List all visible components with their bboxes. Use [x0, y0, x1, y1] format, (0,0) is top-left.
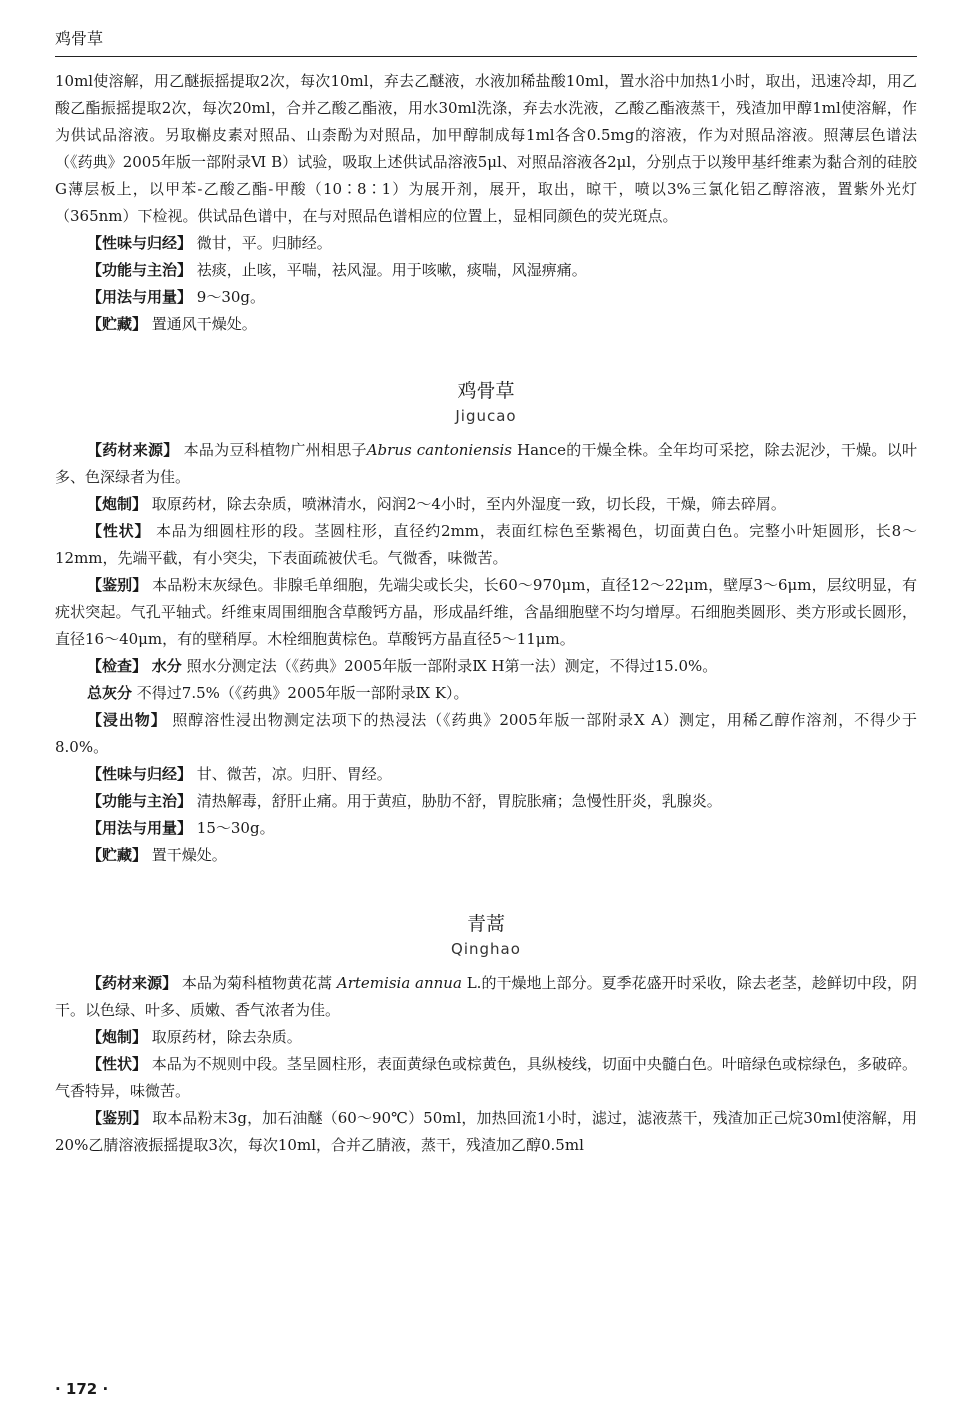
section-label: 【浸出物】 — [87, 711, 167, 729]
section-label: 【药材来源】 — [87, 974, 178, 992]
identification-section — [55, 1105, 917, 1159]
prev-storage-section — [55, 311, 917, 338]
section-text: 9～30g。 — [196, 288, 266, 306]
prev-entry-continuation: 10ml使溶解，用乙醚振摇提取2次，每次10ml，弃去乙醚液，水液加稀盐酸10ml，置水浴中加热1小时，取出，迅速冷却，用乙酸乙酯振摇提取2次，每次20ml，合并乙酸乙酯液，用水30ml洗涤，弃去水洗液，乙酸乙酯液蒸干，残渣加甲醇1ml使溶解，作为供试品溶液。另取槲皮素对照品、山柰酚为对照品，加甲醇制成每1ml各含0.5mg的溶液，作为对照品溶液。照薄层色谱法（《药典》2005年版一部附录Ⅵ B）试验，吸取上述供试品溶液5μl、对照品溶液各2μl，分别点于以羧甲基纤维素为黏合剂的硅胶G薄层板上，以甲苯-乙酸乙酯-甲酸（10∶8∶1）为展开剂，展开，取出，晾干，喷以3%三氯化铝乙醇溶液，置紫外光灯（365nm）下检视。供试品色谱中，在与对照品色谱相应的位置上，显相同颜色的荧光斑点。 — [55, 72, 917, 225]
latin-name: Artemisia annua — [336, 974, 462, 992]
function-section — [55, 788, 917, 815]
section-text: 本品为菊科植物黄花蒿 — [181, 974, 333, 992]
section-label: 【性味与归经】 — [87, 765, 193, 783]
prev-function-section — [55, 257, 917, 284]
section-text: 祛痰，止咳，平喘，祛风湿。用于咳嗽，痰喘，风湿痹痛。 — [196, 261, 587, 279]
source-section — [55, 970, 917, 1024]
character-section — [55, 1051, 917, 1105]
section-label: 【用法与用量】 — [87, 819, 193, 837]
section-text: 取原药材，除去杂质。 — [151, 1028, 302, 1046]
section-label: 【贮藏】 — [87, 315, 148, 333]
section-label: 【性状】 — [87, 1055, 148, 1073]
section-text: 置干燥处。 — [151, 846, 227, 864]
section-text: 本品为豆科植物广州相思子 — [183, 441, 367, 459]
section-label: 【性状】 — [87, 522, 151, 540]
section-text: 清热解毒，舒肝止痛。用于黄疸，胁肋不舒，胃脘胀痛；急慢性肝炎，乳腺炎。 — [196, 792, 722, 810]
check-section — [55, 653, 917, 680]
section-label: 【贮藏】 — [87, 846, 148, 864]
page-number: · 172 · — [55, 1380, 109, 1398]
processing-section — [55, 491, 917, 518]
sub-label: 总灰分 — [87, 684, 133, 702]
section-label: 【鉴别】 — [87, 1109, 148, 1127]
section-text: 不得过7.5%（《药典》2005年版一部附录Ⅸ K）。 — [136, 684, 469, 702]
section-text: 甘、微苦，凉。归肝、胃经。 — [196, 765, 392, 783]
section-text: 照醇溶性浸出物测定法项下的热浸法（《药典》2005年版一部附录Ⅹ A）测定，用稀乙醇作溶剂，不得少于8.0%。 — [55, 711, 917, 756]
page-content — [55, 68, 917, 1159]
sub-label: 水分 — [151, 657, 182, 675]
entry-pinyin: Jigucao — [455, 407, 517, 425]
entry-pinyin: Qinghao — [451, 940, 521, 958]
section-label: 【检查】 — [87, 657, 148, 675]
section-label: 【性味与归经】 — [87, 234, 193, 252]
ash-section — [55, 680, 917, 707]
section-text: 15～30g。 — [196, 819, 275, 837]
entry-title: 青蒿 — [466, 913, 505, 935]
section-label: 【药材来源】 — [87, 441, 179, 459]
running-header: 鸡骨草 — [55, 29, 104, 48]
section-text: 本品为不规则中段。茎呈圆柱形，表面黄绿色或棕黄色，具纵棱线，切面中央髓白色。叶暗绿色或棕绿色，多破碎。气香特异，味微苦。 — [55, 1055, 917, 1100]
section-text: 微甘，平。归肺经。 — [196, 234, 332, 252]
prev-usage-section — [55, 284, 917, 311]
section-text: 本品为细圆柱形的段。茎圆柱形，直径约2mm，表面红棕色至紫褐色，切面黄白色。完整小叶矩圆形，长8～12mm，先端平截，有小突尖，下表面疏被伏毛。气微香，味微苦。 — [55, 522, 917, 567]
section-text: 照水分测定法（《药典》2005年版一部附录Ⅸ H第一法）测定，不得过15.0%。 — [186, 657, 718, 675]
storage-section — [55, 842, 917, 869]
section-text: 取本品粉末3g，加石油醚（60～90℃）50ml，加热回流1小时，滤过，滤液蒸干，残渣加正己烷30ml使溶解，用20%乙腈溶液振摇提取3次，每次10ml，合并乙腈液，蒸干，残渣加乙醇0.5ml — [55, 1109, 917, 1154]
section-text: 本品粉末灰绿色。非腺毛单细胞，先端尖或长尖，长60～970μm，直径12～22μm，壁厚3～6μm，层纹明显，有疣状突起。气孔平轴式。纤维束周围细胞含草酸钙方晶，形成晶纤维，含晶细胞壁不均匀增厚。石细胞类圆形、类方形或长圆形，直径16～40μm，有的壁稍厚。木栓细胞黄棕色。草酸钙方晶直径5～11μm。 — [55, 576, 917, 648]
section-text: 置通风干燥处。 — [151, 315, 257, 333]
section-label: 【用法与用量】 — [87, 288, 193, 306]
identification-section — [55, 572, 917, 653]
section-text: L.的干燥地上部分。夏季花盛开时采收，除去老茎，趁鲜切中段，阴干。以色绿、叶多、质嫩、香气浓者为佳。 — [55, 974, 917, 1019]
character-section — [55, 518, 917, 572]
extract-section — [55, 707, 917, 761]
section-text: 取原药材，除去杂质，喷淋清水，闷润2～4小时，至内外湿度一致，切长段，干燥，筛去碎屑。 — [151, 495, 786, 513]
processing-section — [55, 1024, 917, 1051]
section-text: Hance的干燥全株。全年均可采挖，除去泥沙，干燥。以叶多、色深绿者为佳。 — [55, 441, 917, 486]
source-section — [55, 437, 917, 491]
prev-nature-section — [55, 230, 917, 257]
entry-title: 鸡骨草 — [457, 380, 515, 402]
section-label: 【功能与主治】 — [87, 792, 193, 810]
latin-name: Abrus cantoniensis — [366, 441, 512, 459]
section-label: 【功能与主治】 — [87, 261, 193, 279]
section-label: 【鉴别】 — [87, 576, 148, 594]
section-label: 【炮制】 — [87, 495, 148, 513]
nature-section — [55, 761, 917, 788]
usage-section — [55, 815, 917, 842]
header-rule — [55, 56, 917, 57]
section-label: 【炮制】 — [87, 1028, 148, 1046]
